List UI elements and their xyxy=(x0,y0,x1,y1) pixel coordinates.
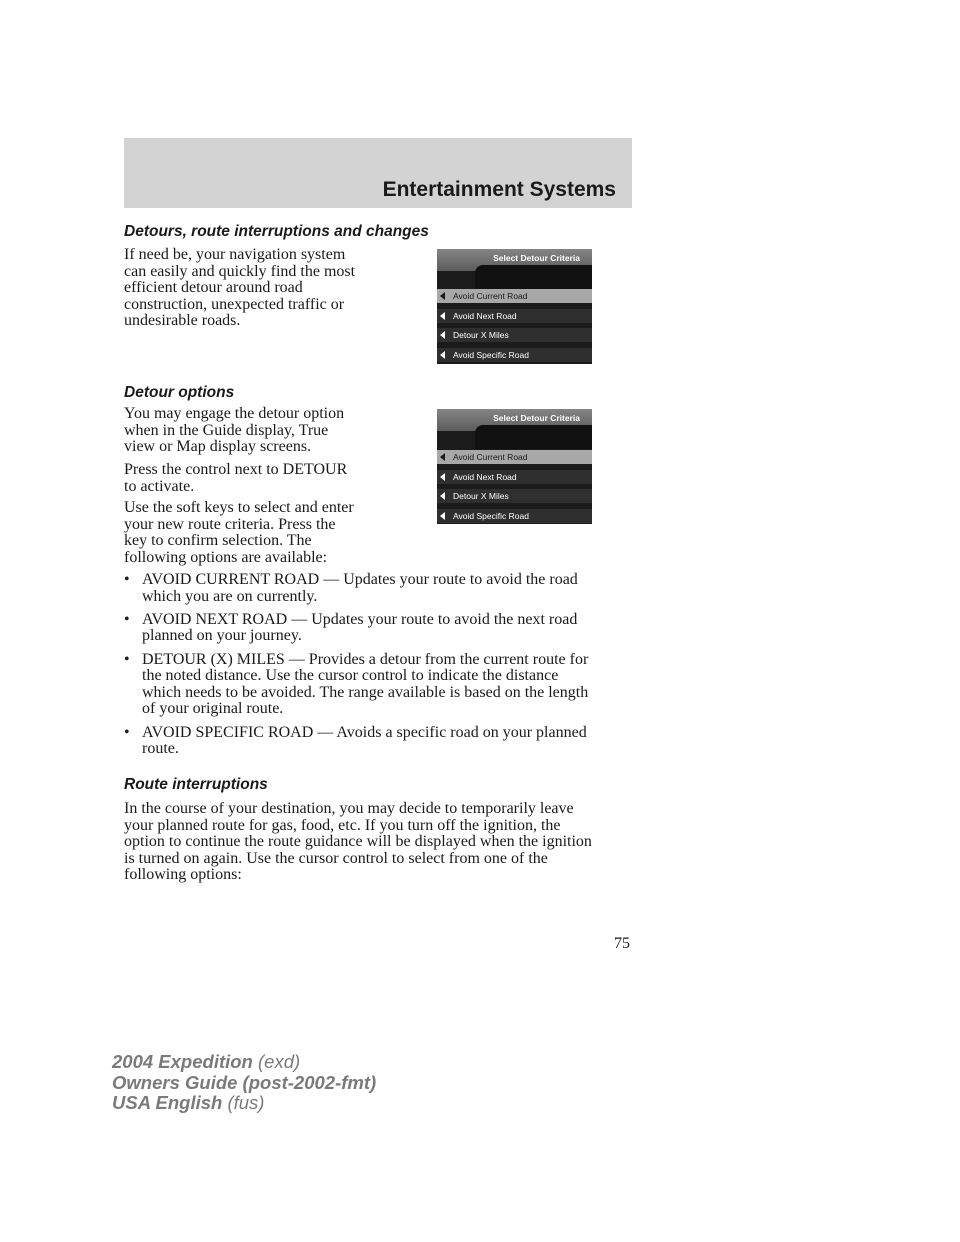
screen-row-avoid-current-road xyxy=(437,289,592,303)
left-arrow-icon xyxy=(440,331,445,339)
text-line: In the course of your destination, you may decide to temporarily leave xyxy=(124,800,574,817)
screen-row-avoid-specific-road xyxy=(437,509,592,523)
footer-model-code: (exd) xyxy=(258,1051,301,1072)
text-line: construction, unexpected traffic or xyxy=(124,295,345,313)
row-label: Avoid Next Road xyxy=(453,311,517,321)
header-band xyxy=(124,138,632,208)
text-line: If need be, your navigation system xyxy=(124,246,346,263)
text-line: which you are on currently. xyxy=(142,587,318,605)
left-arrow-icon xyxy=(440,492,445,500)
heading-detour-options: Detour options xyxy=(124,384,235,401)
list-item xyxy=(124,612,636,645)
paragraph-detours xyxy=(124,247,355,330)
screen-window xyxy=(475,425,592,449)
text-line: AVOID NEXT ROAD — Updates your route to avoid the next road xyxy=(142,610,578,628)
footer-line xyxy=(112,1052,376,1073)
text-line: route. xyxy=(142,740,179,758)
text-line: DETOUR (X) MILES — Provides a detour from the current route for xyxy=(142,650,589,668)
screen-row-detour-x-miles xyxy=(437,328,592,342)
footer-language-code: (fus) xyxy=(227,1092,265,1113)
list-item xyxy=(124,652,636,718)
text-line: Press the control next to DETOUR xyxy=(124,461,348,478)
paragraph-interruptions xyxy=(124,801,592,884)
page-number: 75 xyxy=(614,935,630,952)
text-line: following options: xyxy=(124,866,242,884)
nav-screen-2 xyxy=(437,409,592,524)
paragraph-options-1 xyxy=(124,406,344,456)
text-line: your planned route for gas, food, etc. If you turn off the ignition, the xyxy=(124,816,561,834)
list-item xyxy=(124,572,636,605)
footer-model: 2004 Expedition xyxy=(112,1051,253,1072)
text-line: when in the Guide display, True xyxy=(124,421,329,439)
text-line: option to continue the route guidance will be displayed when the ignition xyxy=(124,833,592,851)
text-line: which needs to be avoided. The range available is based on the length xyxy=(142,683,589,701)
text-line: of your original route. xyxy=(142,700,284,718)
nav-screen-1 xyxy=(437,249,592,364)
screen-title: Select Detour Criteria xyxy=(437,249,592,271)
text-line: following options are available: xyxy=(124,548,328,566)
bullet-icon: • xyxy=(124,650,130,668)
list-item xyxy=(124,725,636,758)
footer xyxy=(112,1052,376,1114)
heading-route-interruptions: Route interruptions xyxy=(124,776,268,793)
screen-row-detour-x-miles xyxy=(437,489,592,503)
text-line: planned on your journey. xyxy=(142,627,302,645)
left-arrow-icon xyxy=(440,453,445,461)
text-line: You may engage the detour option xyxy=(124,405,345,422)
bullet-icon: • xyxy=(124,610,130,628)
row-label: Avoid Current Road xyxy=(453,291,528,301)
paragraph-options-2 xyxy=(124,462,347,495)
screen-title: Select Detour Criteria xyxy=(437,409,592,431)
row-label: Detour X Miles xyxy=(453,330,509,340)
left-arrow-icon xyxy=(440,512,445,520)
row-label: Avoid Specific Road xyxy=(453,350,529,360)
footer-language: USA English xyxy=(112,1092,223,1113)
text-line: view or Map display screens. xyxy=(124,438,312,456)
footer-guide: Owners Guide (post-2002-fmt) xyxy=(112,1071,377,1093)
text-line: key to confirm selection. The xyxy=(124,532,312,550)
row-label: Avoid Current Road xyxy=(453,452,528,462)
options-list xyxy=(124,572,636,764)
screen-row-avoid-current-road xyxy=(437,450,592,464)
heading-detours: Detours, route interruptions and changes xyxy=(124,223,429,240)
footer-line xyxy=(112,1073,376,1094)
text-line: Use the soft keys to select and enter xyxy=(124,499,354,516)
screen-row-avoid-specific-road xyxy=(437,348,592,362)
screen-row-avoid-next-road xyxy=(437,470,592,484)
section-title: Entertainment Systems xyxy=(382,178,616,201)
row-label: Avoid Specific Road xyxy=(453,511,529,521)
text-line: AVOID SPECIFIC ROAD — Avoids a specific road on your planned xyxy=(142,723,587,741)
screen-window xyxy=(475,265,592,289)
left-arrow-icon xyxy=(440,312,445,320)
text-line: to activate. xyxy=(124,477,195,495)
text-line: your new route criteria. Press the xyxy=(124,515,336,533)
left-arrow-icon xyxy=(440,473,445,481)
bullet-icon: • xyxy=(124,723,130,741)
left-arrow-icon xyxy=(440,292,445,300)
text-line: the noted distance. Use the cursor control to indicate the distance xyxy=(142,667,559,685)
text-line: is turned on again. Use the cursor control to select from one of the xyxy=(124,849,548,867)
left-arrow-icon xyxy=(440,351,445,359)
footer-line xyxy=(112,1093,376,1114)
bullet-icon: • xyxy=(124,571,130,588)
row-label: Detour X Miles xyxy=(453,491,509,501)
text-line: can easily and quickly find the most xyxy=(124,262,356,280)
text-line: undesirable roads. xyxy=(124,312,241,330)
paragraph-options-3 xyxy=(124,500,354,566)
screen-row-avoid-next-road xyxy=(437,309,592,323)
row-label: Avoid Next Road xyxy=(453,472,517,482)
text-line: efficient detour around road xyxy=(124,279,303,297)
text-line: AVOID CURRENT ROAD — Updates your route to avoid the road xyxy=(142,571,578,588)
